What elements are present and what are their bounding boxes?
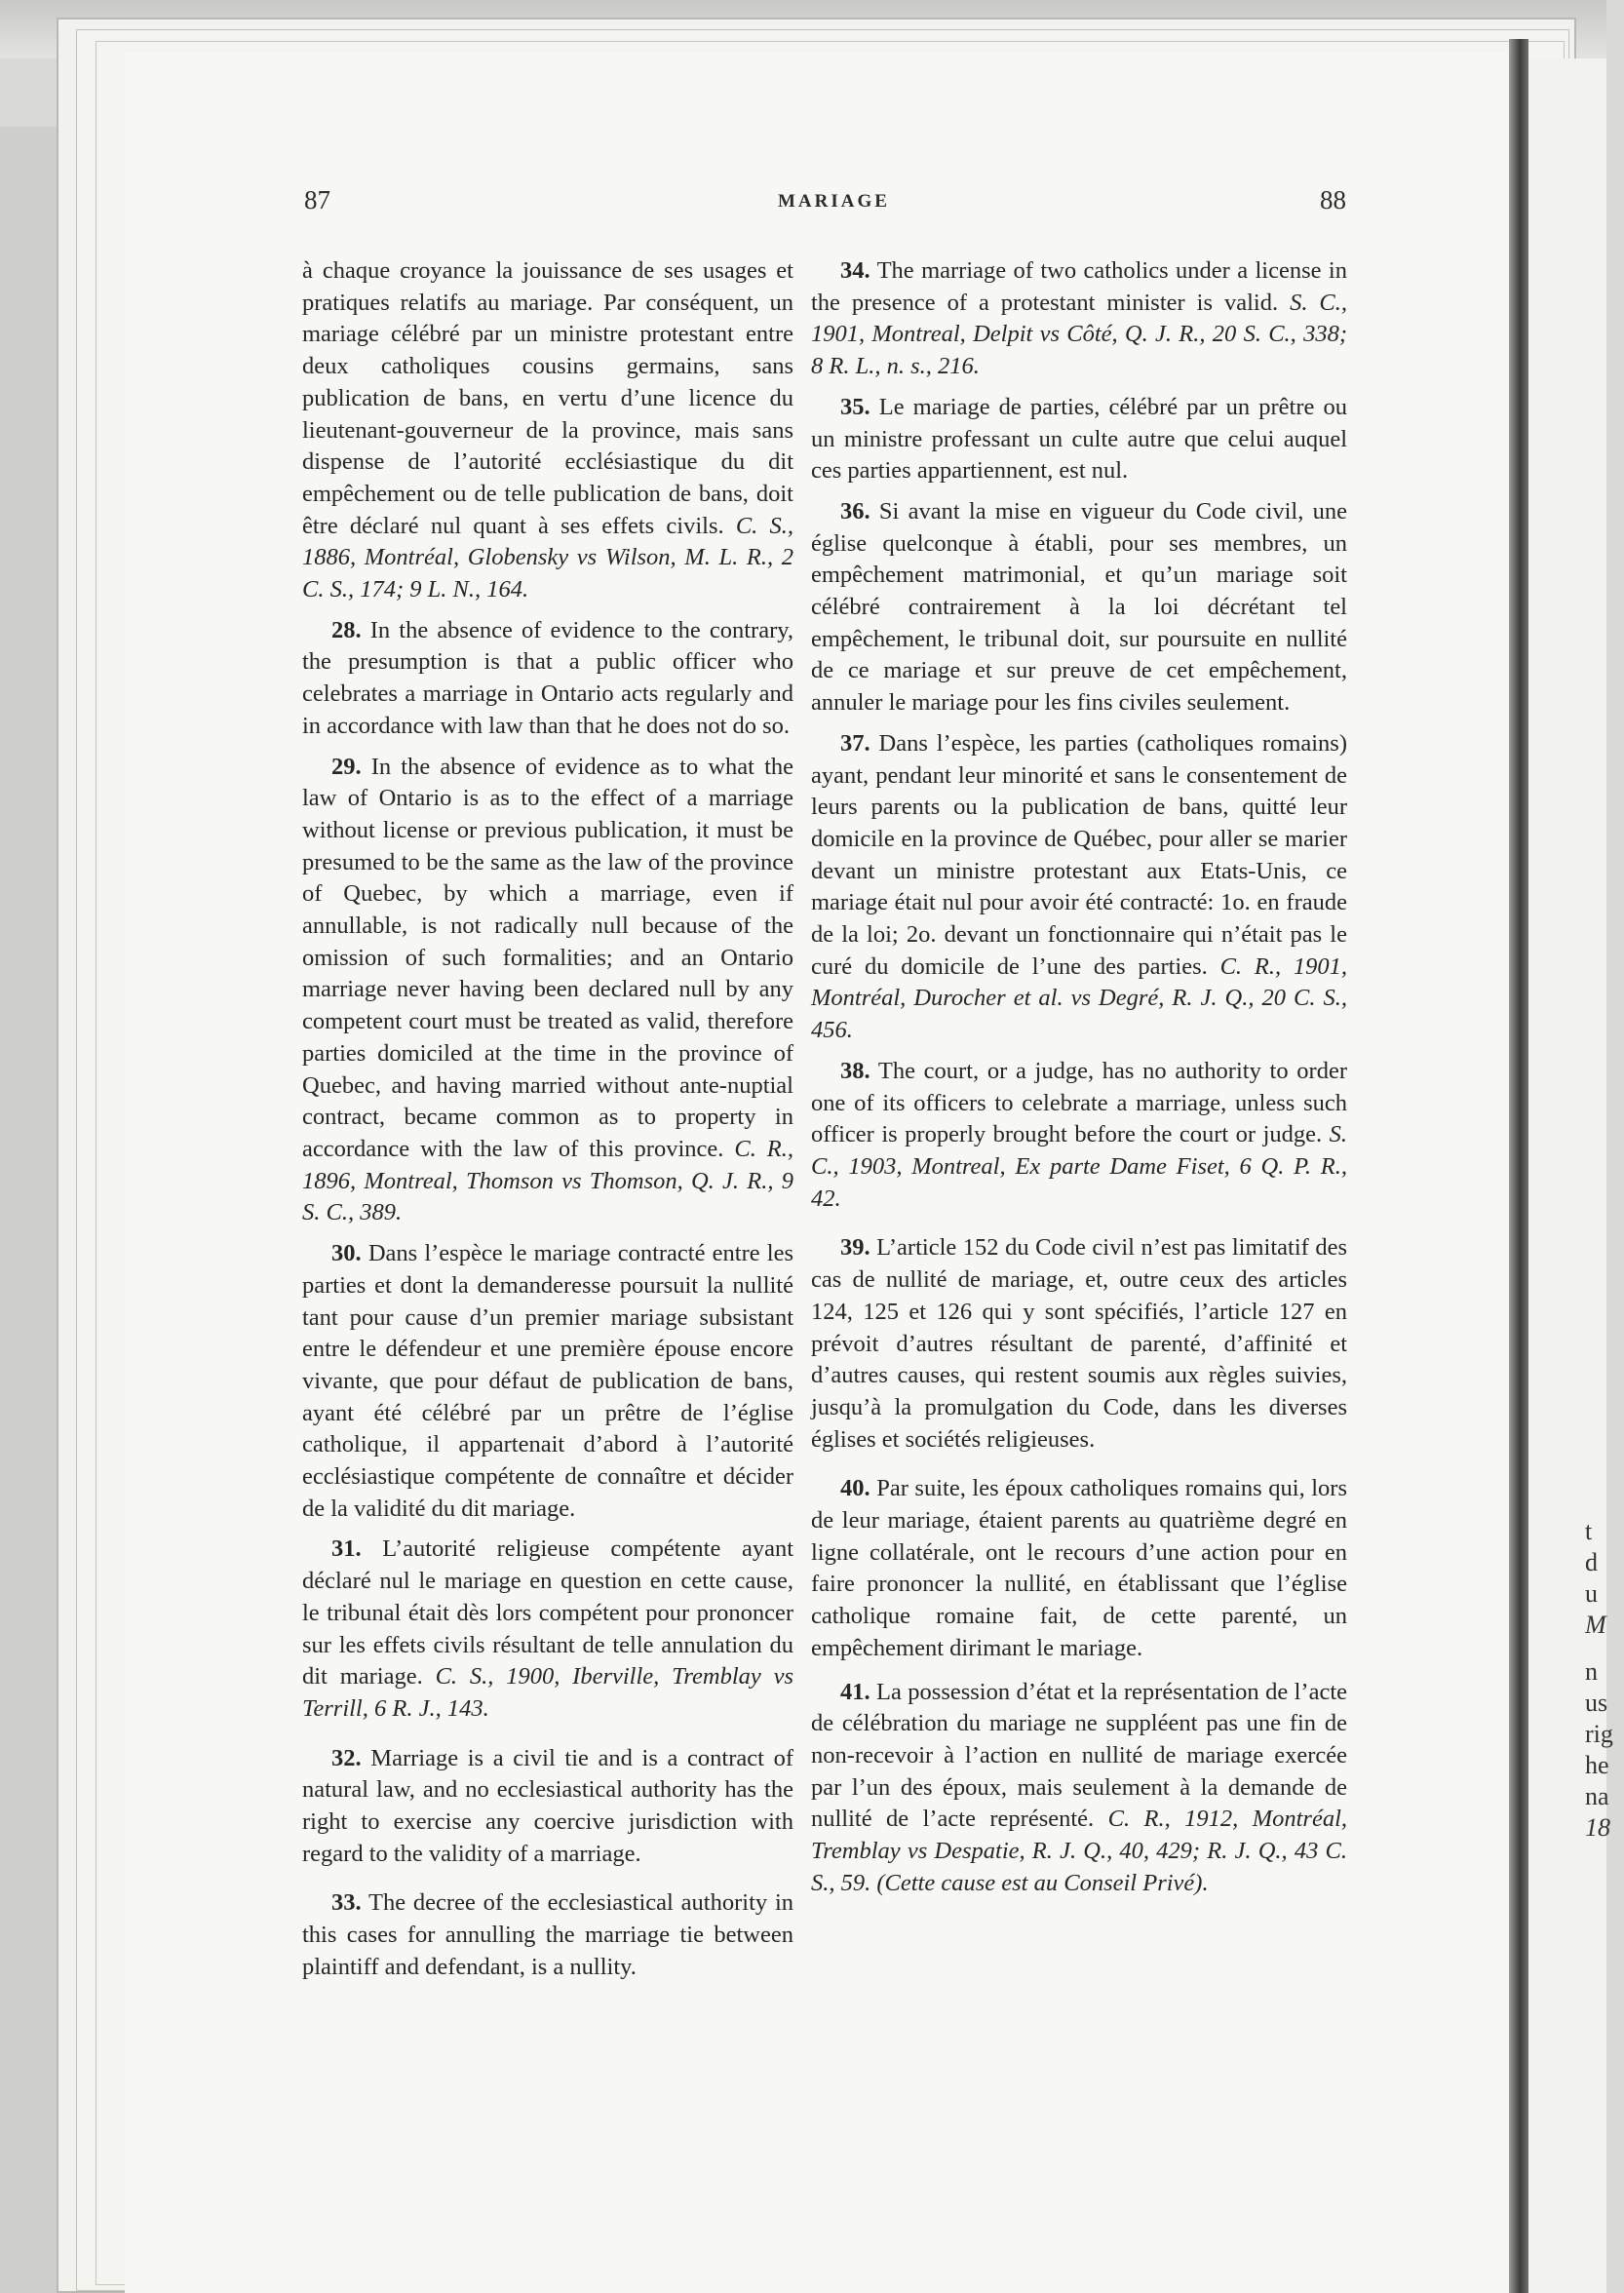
next-page-fragment: 18	[1585, 1813, 1610, 1842]
book-gutter-shadow	[1509, 39, 1528, 2293]
right-column	[811, 255, 1347, 1908]
paragraph-text: Dans l’espèce, les parties (catholiques romains) ayant, pendant leur minorité et sans le consentement de leurs parents ou la publication de bans, quitté leur domicile en la province de Québec, pour aller se marier devant un ministre protestant aux Etats-Unis, ce mariage était nul pour avoir été contracté: 1o. en fraude de la loi; 2o. devant un fonctionnaire qui n’était pas le curé du domicile de l’une des parties.	[811, 729, 1348, 980]
paragraph	[302, 1743, 793, 1871]
paragraph-text: Si avant la mise en vigueur du Code civil, une église quelconque à établi, pour ses membres, un empêchement matrimonial, et qu’un mariage soit célébré contrairement à la loi décrétant tel empêchement, le tribunal doit, sur poursuite en nullité de ce mariage et sur preuve de cet empêchement, annuler le mariage pour les fins civiles seulement.	[811, 497, 1348, 717]
paragraph	[811, 1056, 1347, 1216]
paragraph-text: The court, or a judge, has no authority to order one of its officers to celebrate a marriage, unless such officer is properly brought before the court or judge.	[811, 1057, 1347, 1148]
left-column	[302, 255, 793, 1993]
paragraph-text: L’autorité religieuse compétente ayant déclaré nul le mariage en question en cette cause, le tribunal était dès lors compétent pour prononcer sur les effets civils résultant de telle annulation du dit mariage.	[302, 1535, 794, 1691]
paragraph-text: Dans l’espèce le mariage contracté entre les parties et dont la demanderesse poursuit la nullité tant pour cause d’un premier mariage subsistant entre le défendeur et une première épouse encore vivante, que pour défaut de publication de bans, ayant été célébré par un prêtre de l’église catholique, il appartenait d’abord à l’autorité ecclésiastique compétente de connaître et décider de la validité du dit mariage.	[302, 1240, 794, 1522]
paragraph-text: Par suite, les époux catholiques romains qui, lors de leur mariage, étaient parents au quatrième degré en ligne collatérale, ont le recours d’une action pour en faire prononcer la nullité, en établissant que l’église catholique romaine fait, de cette parenté, un empêchement dirimant le mariage.	[811, 1475, 1348, 1661]
paragraph-number: 28.	[331, 616, 362, 643]
paragraph-number: 39.	[840, 1234, 870, 1262]
paragraph-number: 33.	[331, 1889, 362, 1917]
page-number-left: 87	[304, 185, 330, 214]
paragraph	[302, 615, 793, 743]
paragraph	[811, 496, 1347, 719]
paragraph-number: 40.	[840, 1475, 870, 1502]
citation: S. C., 1901, Montreal, Delpit vs Côté, Q. J. R., 20 S. C., 338; 8 R. L., n. s., 216.	[811, 289, 1348, 380]
citation: C. R., 1901, Montréal, Durocher et al. vs Degré, R. J. Q., 20 C. S., 456.	[811, 952, 1348, 1044]
next-page-fragment: us	[1585, 1689, 1608, 1717]
paragraph	[811, 392, 1347, 487]
citation: C. R., 1896, Montreal, Thomson vs Thomson, Q. J. R., 9 S. C., 389.	[302, 1135, 794, 1226]
paragraph-number: 32.	[331, 1744, 362, 1771]
next-page-edge	[1528, 58, 1606, 2293]
citation: S. C., 1903, Montreal, Ex parte Dame Fiset, 6 Q. P. R., 42.	[811, 1121, 1348, 1212]
next-page-fragment: n	[1585, 1657, 1598, 1686]
paragraph	[302, 255, 793, 606]
next-page-fragment: rig	[1585, 1720, 1613, 1748]
paragraph	[811, 255, 1347, 383]
paragraph-number: 38.	[840, 1057, 870, 1084]
paragraph	[811, 1473, 1347, 1664]
paragraph-number: 34.	[840, 257, 870, 284]
paragraph-number: 29.	[331, 753, 362, 780]
paragraph-text: In the absence of evidence as to what the law of Ontario is as to the effect of a marriage without license or previous publication, it must be presumed to be the same as the law of the province of Quebec, by which a marriage, even if annullable, is not radically null because of the omission of such formalities; and an Ontario marriage never having been declared null by any competent court must be treated as valid, therefore parties domiciled at the time in the province of Quebec, and having married without ante-nuptial contract, became common as to property in accordance with the law of this province.	[302, 753, 794, 1162]
paragraph-text: Marriage is a civil tie and is a contract of natural law, and no ecclesiastical authority has the right to exercise any coercive jurisdiction with regard to the validity of a marriage.	[302, 1744, 793, 1867]
paragraph	[811, 1677, 1347, 1900]
citation: C. R., 1912, Montréal, Tremblay vs Despatie, R. J. Q., 40, 429; R. J. Q., 43 C. S., 59. (Cette cause est au Conseil Privé).	[811, 1806, 1348, 1896]
next-page-fragment: na	[1585, 1782, 1609, 1810]
paragraph-number: 37.	[840, 729, 870, 757]
paragraph-text: La possession d’état et la représentation de l’acte de célébration du mariage ne suppléent pas une fin de non-recevoir à l’action en nullité de mariage exercée par l’un des époux, mais seulement à la demande de nullité de l’acte représenté.	[811, 1678, 1347, 1833]
paragraph-number: 31.	[331, 1535, 362, 1563]
paragraph-text: The decree of the ecclesiastical authority in this cases for annulling the marriage tie between plaintiff and defendant, is a nullity.	[302, 1889, 793, 1980]
citation: C. S., 1886, Montréal, Globensky vs Wilson, M. L. R., 2 C. S., 174; 9 L. N., 164.	[302, 512, 794, 603]
paragraph	[811, 728, 1347, 1047]
paragraph-number: 41.	[840, 1678, 870, 1705]
paragraph	[302, 752, 793, 1230]
paragraph	[302, 1887, 793, 1983]
paragraph-number: 36.	[840, 497, 870, 525]
paragraph-text: L’article 152 du Code civil n’est pas limitatif des cas de nullité de mariage, et, outre ceux des articles 124, 125 et 126 qui y sont spécifiés, l’article 127 en prévoit d’autres résultant de parenté, d’affinité et d’autres causes, qui restent soumis aux règles suivies, jusqu’à la promulgation du Code, dans les diverses églises et sociétés religieuses.	[811, 1234, 1347, 1453]
next-page-fragment: d	[1585, 1548, 1598, 1576]
paragraph-number: 35.	[840, 393, 870, 420]
paragraph-number: 30.	[331, 1240, 362, 1267]
paragraph-text: Le mariage de parties, célébré par un prêtre ou un ministre professant un culte autre que celui auquel ces parties appartiennent, est nul.	[811, 393, 1347, 485]
paragraph	[302, 1534, 793, 1725]
running-head: MARIAGE	[778, 191, 890, 212]
page-number-right: 88	[1320, 185, 1346, 214]
paragraph-text: à chaque croyance la jouissance de ses usages et pratiques relatifs au mariage. Par conséquent, un mariage célébré par un ministre protestant entre deux catholiques cousins germains, sans publication de bans, en vertu d’une licence du lieutenant-gouverneur de la province, mais sans dispense de l’autorité ecclésiastique du dit empêchement ou de telle publication de bans, doit être déclaré nul quant à ses effets civils.	[302, 257, 793, 539]
citation: C. S., 1900, Iberville, Tremblay vs Terrill, 6 R. J., 143.	[302, 1663, 794, 1722]
paragraph	[302, 1238, 793, 1525]
next-page-fragment: he	[1585, 1751, 1609, 1779]
next-page-fragment: t	[1585, 1517, 1593, 1545]
next-page-fragment: M	[1585, 1611, 1606, 1639]
paragraph-text: In the absence of evidence to the contrary, the presumption is that a public officer who celebrates a marriage in Ontario acts regularly and in accordance with law than that he does not do so.	[302, 616, 794, 739]
next-page-fragment: u	[1585, 1579, 1598, 1608]
paragraph	[811, 1232, 1347, 1456]
paragraph-text: The marriage of two catholics under a license in the presence of a protestant minister is valid.	[811, 257, 1347, 316]
